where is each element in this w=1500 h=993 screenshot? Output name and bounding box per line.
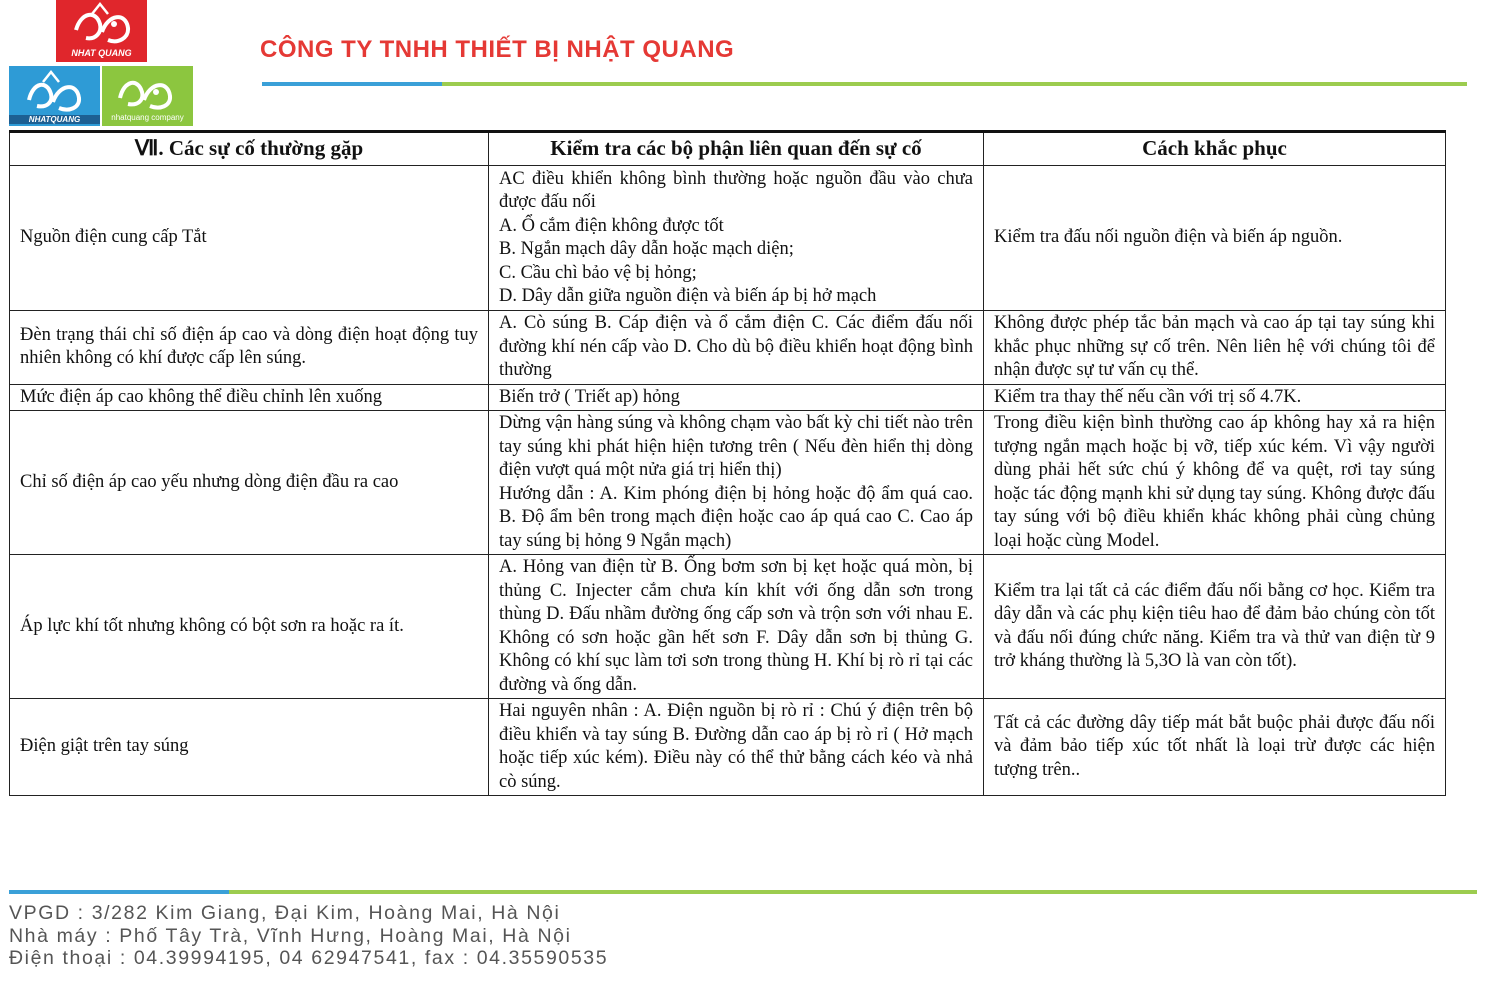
logo-nhat-quang-blue xyxy=(9,66,100,126)
check-cell xyxy=(489,311,984,385)
check-line: A. Cò súng B. Cáp điện và ổ cắm điện C. Các điểm đấu nối đường khí nén cấp vào D. Cho dù bộ điều khiển hoạt động bình thường xyxy=(499,313,973,380)
check-cell xyxy=(489,555,984,699)
issue-cell: Đèn trạng thái chỉ số điện áp cao và dòng điện hoạt động tuy nhiên không có khí được cấp lên súng. xyxy=(10,311,489,385)
check-line: A. Ổ cắm điện không được tốt xyxy=(499,215,724,236)
logo-nhat-quang-red xyxy=(56,0,147,62)
table-row xyxy=(10,411,1446,555)
column-header-issue: Ⅶ. Các sự cố thường gặp xyxy=(10,132,489,166)
check-line: Hai nguyên nhân : A. Điện nguồn bị rò rỉ : Chú ý điện trên bộ điều khiển và tay súng B. Đường dẫn cao áp bị rò rỉ ( Hở mạch hoặc tiếp xúc kém). Điều này có thể thử bằng cách kéo và nhả cò súng. xyxy=(499,701,973,792)
check-line: B. Ngắn mạch dây dẫn hoặc mạch diện; xyxy=(499,239,794,259)
check-line: D. Dây dẫn giữa nguồn điện và biến áp bị hở mạch xyxy=(499,286,877,306)
table-row xyxy=(10,384,1446,411)
table-row xyxy=(10,555,1446,699)
table-row xyxy=(10,166,1446,311)
column-header-fix: Cách khắc phục xyxy=(984,132,1446,166)
check-cell xyxy=(489,166,984,311)
footer-factory-address: Nhà máy : Phố Tây Trà, Vĩnh Hưng, Hoàng Mai, Hà Nội xyxy=(9,924,572,947)
fix-cell: Kiểm tra thay thế nếu cần với trị số 4.7K. xyxy=(984,384,1446,411)
check-line: C. Cầu chì bảo vệ bị hỏng; xyxy=(499,262,697,283)
issue-cell: Mức điện áp cao không thể điều chỉnh lên xuống xyxy=(10,384,489,411)
check-line: Hướng dẫn : A. Kim phóng điện bị hỏng hoặc độ ẩm quá cao. B. Độ ẩm bên trong mạch điện hoặc cao áp quá cao C. Cao áp tay súng bị hỏng 9 Ngắn mạch) xyxy=(499,483,973,551)
table-row xyxy=(10,311,1446,385)
check-line: A. Hỏng van điện từ B. Ống bơm sơn bị kẹt hoặc quá mòn, bị thủng C. Injecter cắm chưa kín khít với ống dẫn sơn trong thùng D. Đấu nhầm đường ống cấp sơn và trộn sơn với nhau E. Không có sơn hoặc gần hết sơn F. Dây dẫn sơn bị thủng G. Không có khí sục làm tơi sơn trong thùng H. Khí bị rò rỉ tại các đường và ống dẫn. xyxy=(499,557,973,695)
logo-nhat-quang-green xyxy=(102,66,193,126)
check-cell xyxy=(489,411,984,555)
issue-cell: Chỉ số điện áp cao yếu nhưng dòng điện đầu ra cao xyxy=(10,411,489,555)
fix-cell: Kiểm tra đấu nối nguồn điện và biến áp nguồn. xyxy=(984,166,1446,311)
check-cell xyxy=(489,699,984,796)
column-header-check: Kiểm tra các bộ phận liên quan đến sự cố xyxy=(489,132,984,166)
table-row xyxy=(10,699,1446,796)
header-divider-green xyxy=(442,82,1467,86)
check-line: Biến trở ( Triết ap) hỏng xyxy=(499,386,680,407)
check-line: AC điều khiển không bình thường hoặc nguồn đầu vào chưa được đấu nối xyxy=(499,168,973,212)
fix-cell: Kiểm tra lại tất cả các điểm đấu nối bằng cơ học. Kiểm tra dây dẫn và các phụ kiện tiêu hao để đảm bảo chúng còn tốt và đấu nối đúng chức năng. Kiểm tra và thử van điện từ 9 trở kháng thường là 5,3O là van còn tốt). xyxy=(984,555,1446,699)
table-header-row xyxy=(10,132,1446,166)
logo-caption: nhatquang company xyxy=(111,113,184,122)
issue-cell: Nguồn điện cung cấp Tắt xyxy=(10,166,489,311)
issue-cell: Áp lực khí tốt nhưng không có bột sơn ra hoặc ra ít. xyxy=(10,555,489,699)
fix-cell: Tất cả các đường dây tiếp mát bắt buộc phải được đấu nối và đảm bảo tiếp xúc tốt nhất là loại trừ được các hiện tượng trên.. xyxy=(984,699,1446,796)
fix-cell: Không được phép tắc bản mạch và cao áp tại tay súng khi khắc phục những sự cố trên. Nên liên hệ với chúng tôi để nhận được sự tư vấn cụ thể. xyxy=(984,311,1446,385)
logo-caption: NHATQUANG xyxy=(9,115,100,124)
footer-office-address: VPGD : 3/282 Kim Giang, Đại Kim, Hoàng Mai, Hà Nội xyxy=(9,902,561,924)
footer-divider-green xyxy=(229,890,1477,894)
footer-contact xyxy=(9,902,608,970)
footer-divider-blue xyxy=(9,890,229,894)
logo-caption: NHAT QUANG xyxy=(71,48,132,58)
check-cell xyxy=(489,384,984,411)
company-title: CÔNG TY TNHH THIẾT BỊ NHẬT QUANG xyxy=(260,36,735,63)
troubleshooting-table xyxy=(9,130,1446,796)
issue-cell: Điện giật trên tay súng xyxy=(10,699,489,796)
header-divider-blue xyxy=(262,82,442,86)
check-line: Dừng vận hàng súng và không chạm vào bất kỳ chi tiết nào trên tay súng khi phát hiện hiện tương trên ( Nếu đèn hiển thị dòng điện vượt quá một nửa giá trị hiển thị) xyxy=(499,413,973,480)
fix-cell: Trong điều kiện bình thường cao áp không hay xả ra hiện tượng ngắn mạch hoặc bị vỡ, tiếp xúc kém. Vì vậy người dùng phải hết sức chú ý không để va quệt, rơi tay súng hoặc tác động mạnh khi sử dụng tay súng. Không được đấu tay súng với bộ điều khiển khác không phải cùng chủng loại hoặc cùng Model. xyxy=(984,411,1446,555)
footer-phone: Điện thoại : 04.39994195, 04 62947541, fax : 04.35590535 xyxy=(9,947,609,969)
